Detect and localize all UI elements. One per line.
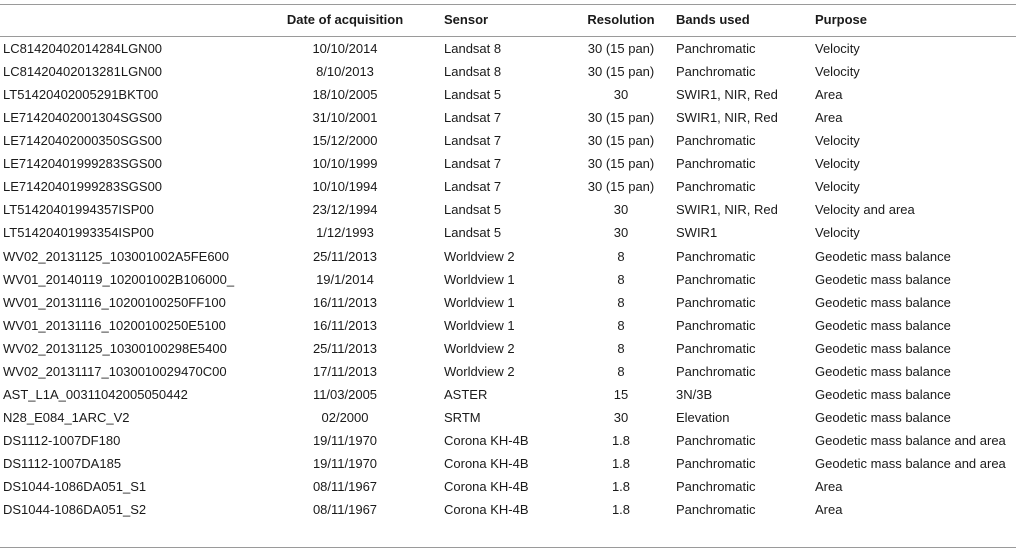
table-header-row: [0, 4, 1016, 27]
cell-bands: Panchromatic: [676, 156, 756, 172]
cell-scene-id: DS1044-1086DA051_S2: [3, 502, 147, 517]
cell-scene-id: LT51420401993354ISP00: [3, 225, 154, 241]
cell-bands: Panchromatic: [676, 502, 756, 517]
table-row: [0, 83, 1016, 106]
cell-date: 8/10/2013: [316, 64, 374, 79]
cell-date: 19/11/1970: [312, 455, 378, 471]
cell-sensor: Landsat 5: [444, 202, 502, 218]
cell-purpose: Velocity and area: [815, 202, 915, 218]
cell-purpose: Area: [815, 87, 843, 103]
cell-purpose: Geodetic mass balance and area: [815, 455, 1006, 471]
cell-sensor: Corona KH-4B: [444, 478, 529, 494]
cell-sensor: Landsat 7: [444, 179, 502, 195]
cell-date: 10/10/1999: [312, 156, 378, 172]
table-bottom-rule: [0, 547, 1016, 548]
cell-resolution: 30: [613, 409, 629, 425]
cell-date: 15/12/2000: [312, 133, 378, 149]
cell-purpose: Geodetic mass balance: [815, 294, 951, 310]
cell-resolution: 30 (15 pan): [587, 156, 655, 172]
cell-scene-id: LE71420402001304SGS00: [3, 110, 163, 126]
cell-sensor: ASTER: [444, 386, 488, 402]
table-row: [0, 406, 1016, 429]
cell-scene-id: WV01_20131116_10200100250FF100: [3, 294, 226, 310]
cell-purpose: Velocity: [815, 156, 860, 172]
table-row: [0, 268, 1016, 291]
cell-purpose: Geodetic mass balance: [815, 340, 951, 356]
cell-scene-id: LC81420402014284LGN00: [3, 41, 163, 56]
cell-resolution: 15: [613, 386, 629, 402]
cell-resolution: 1.8: [611, 478, 631, 494]
cell-date: 16/11/2013: [312, 294, 378, 310]
cell-bands: Panchromatic: [676, 432, 756, 448]
cell-scene-id: LT51420401994357ISP00: [3, 202, 154, 218]
cell-sensor: Worldview 1: [444, 317, 515, 333]
cell-resolution: 8: [617, 363, 625, 379]
cell-resolution: 30: [613, 225, 629, 241]
cell-scene-id: N28_E084_1ARC_V2: [3, 409, 130, 425]
header-sensor: Sensor: [444, 12, 489, 27]
cell-scene-id: DS1112-1007DA185: [3, 455, 122, 471]
cell-purpose: Velocity: [815, 179, 860, 195]
table-row: [0, 452, 1016, 475]
cell-resolution: 30 (15 pan): [587, 64, 655, 79]
cell-bands: Panchromatic: [676, 133, 756, 149]
table-row: [0, 383, 1016, 406]
cell-bands: Elevation: [676, 409, 730, 425]
cell-bands: SWIR1, NIR, Red: [676, 202, 778, 218]
cell-resolution: 1.8: [611, 455, 631, 471]
table-row: [0, 175, 1016, 198]
cell-scene-id: LE71420402000350SGS00: [3, 133, 163, 149]
cell-purpose: Velocity: [815, 41, 860, 56]
cell-date: 11/03/2005: [312, 386, 378, 402]
header-scene-id: [3, 4, 273, 36]
cell-purpose: Geodetic mass balance: [815, 409, 951, 425]
cell-sensor: Landsat 8: [444, 41, 502, 56]
cell-scene-id: LE71420401999283SGS00: [3, 179, 163, 195]
table-row: [0, 152, 1016, 175]
cell-bands: Panchromatic: [676, 455, 756, 471]
cell-scene-id: WV01_20131116_10200100250E5100: [3, 317, 226, 333]
cell-resolution: 8: [617, 248, 625, 264]
cell-date: 08/11/1967: [312, 502, 378, 517]
cell-scene-id: DS1044-1086DA051_S1: [3, 478, 147, 494]
cell-resolution: 30 (15 pan): [587, 179, 655, 195]
cell-bands: Panchromatic: [676, 294, 756, 310]
table-row: [0, 498, 1016, 521]
cell-scene-id: LC81420402013281LGN00: [3, 64, 163, 79]
cell-resolution: 8: [617, 271, 625, 287]
cell-bands: Panchromatic: [676, 271, 756, 287]
cell-purpose: Geodetic mass balance: [815, 248, 951, 264]
cell-resolution: 30: [613, 87, 629, 103]
cell-purpose: Geodetic mass balance: [815, 363, 951, 379]
cell-bands: 3N/3B: [676, 386, 713, 402]
cell-sensor: Worldview 2: [444, 340, 515, 356]
cell-scene-id: AST_L1A_00311042005050442: [3, 386, 188, 402]
cell-date: 31/10/2001: [312, 110, 378, 126]
cell-sensor: Corona KH-4B: [444, 502, 529, 517]
cell-sensor: Worldview 2: [444, 363, 515, 379]
cell-purpose: Geodetic mass balance: [815, 317, 951, 333]
cell-date: 23/12/1994: [312, 202, 378, 218]
cell-bands: Panchromatic: [676, 317, 756, 333]
cell-purpose: Velocity: [815, 133, 860, 149]
cell-date: 10/10/1994: [312, 179, 378, 195]
cell-resolution: 8: [617, 340, 625, 356]
table-row: [0, 198, 1016, 221]
cell-resolution: 30 (15 pan): [587, 41, 655, 56]
cell-sensor: Landsat 7: [444, 156, 502, 172]
table-row: [0, 106, 1016, 129]
cell-bands: Panchromatic: [676, 248, 756, 264]
cell-date: 08/11/1967: [312, 478, 378, 494]
cell-resolution: 30: [613, 202, 629, 218]
cell-scene-id: WV02_20131125_103001002A5FE600: [3, 248, 230, 264]
cell-sensor: Landsat 5: [444, 87, 502, 103]
cell-bands: Panchromatic: [676, 363, 756, 379]
cell-scene-id: LE71420401999283SGS00: [3, 156, 163, 172]
cell-bands: Panchromatic: [676, 41, 756, 56]
cell-date: 19/11/1970: [312, 432, 378, 448]
cell-purpose: Velocity: [815, 225, 860, 241]
table-row: [0, 337, 1016, 360]
cell-resolution: 8: [617, 294, 625, 310]
table-row: [0, 221, 1016, 244]
cell-scene-id: LT51420402005291BKT00: [3, 87, 159, 103]
cell-bands: Panchromatic: [676, 340, 756, 356]
header-purpose: Purpose: [815, 12, 868, 27]
cell-sensor: Worldview 1: [444, 271, 515, 287]
cell-resolution: 8: [617, 317, 625, 333]
cell-resolution: 30 (15 pan): [587, 133, 655, 149]
header-bands: Bands used: [676, 12, 750, 27]
cell-bands: Panchromatic: [676, 64, 756, 79]
cell-date: 1/12/1993: [316, 225, 374, 241]
header-date: Date of acquisition: [286, 12, 404, 27]
cell-purpose: Geodetic mass balance and area: [815, 432, 1006, 448]
cell-purpose: Area: [815, 502, 843, 517]
cell-sensor: Worldview 1: [444, 294, 515, 310]
cell-date: 10/10/2014: [312, 41, 378, 56]
cell-date: 16/11/2013: [312, 317, 378, 333]
cell-scene-id: WV01_20140119_102001002B106000_: [3, 271, 235, 287]
cell-sensor: Landsat 7: [444, 110, 502, 126]
cell-bands: Panchromatic: [676, 179, 756, 195]
cell-purpose: Area: [815, 110, 843, 126]
cell-purpose: Geodetic mass balance: [815, 386, 951, 402]
cell-sensor: Landsat 7: [444, 133, 502, 149]
cell-resolution: 30 (15 pan): [587, 110, 655, 126]
table-row: [0, 129, 1016, 152]
cell-bands: Panchromatic: [676, 478, 756, 494]
table-row: [0, 360, 1016, 383]
cell-bands: SWIR1, NIR, Red: [676, 87, 778, 103]
cell-scene-id: DS1112-1007DF180: [3, 432, 121, 448]
cell-bands: SWIR1, NIR, Red: [676, 110, 778, 126]
cell-resolution: 1.8: [611, 502, 631, 517]
table-row: [0, 314, 1016, 337]
cell-resolution: 1.8: [611, 432, 631, 448]
cell-sensor: Corona KH-4B: [444, 432, 529, 448]
cell-sensor: Worldview 2: [444, 248, 515, 264]
table-row: [0, 60, 1016, 83]
cell-purpose: Velocity: [815, 64, 860, 79]
cell-date: 18/10/2005: [312, 87, 378, 103]
cell-scene-id: WV02_20131125_10300100298E5400: [3, 340, 227, 356]
header-resolution: Resolution: [587, 12, 655, 27]
table-row: [0, 291, 1016, 314]
table-row: [0, 245, 1016, 268]
cell-sensor: SRTM: [444, 409, 481, 425]
cell-date: 25/11/2013: [312, 248, 378, 264]
cell-date: 02/2000: [321, 409, 369, 425]
cell-scene-id: WV02_20131117_1030010029470C00: [3, 363, 227, 379]
cell-date: 19/1/2014: [316, 271, 374, 287]
cell-sensor: Landsat 8: [444, 64, 502, 79]
cell-purpose: Area: [815, 478, 843, 494]
cell-date: 17/11/2013: [312, 363, 378, 379]
table-row: [0, 475, 1016, 498]
table-row: [0, 429, 1016, 452]
cell-sensor: Corona KH-4B: [444, 455, 529, 471]
cell-purpose: Geodetic mass balance: [815, 271, 951, 287]
table-row: [0, 37, 1016, 60]
cell-date: 25/11/2013: [312, 340, 378, 356]
cell-sensor: Landsat 5: [444, 225, 502, 241]
cell-bands: SWIR1: [676, 225, 718, 241]
